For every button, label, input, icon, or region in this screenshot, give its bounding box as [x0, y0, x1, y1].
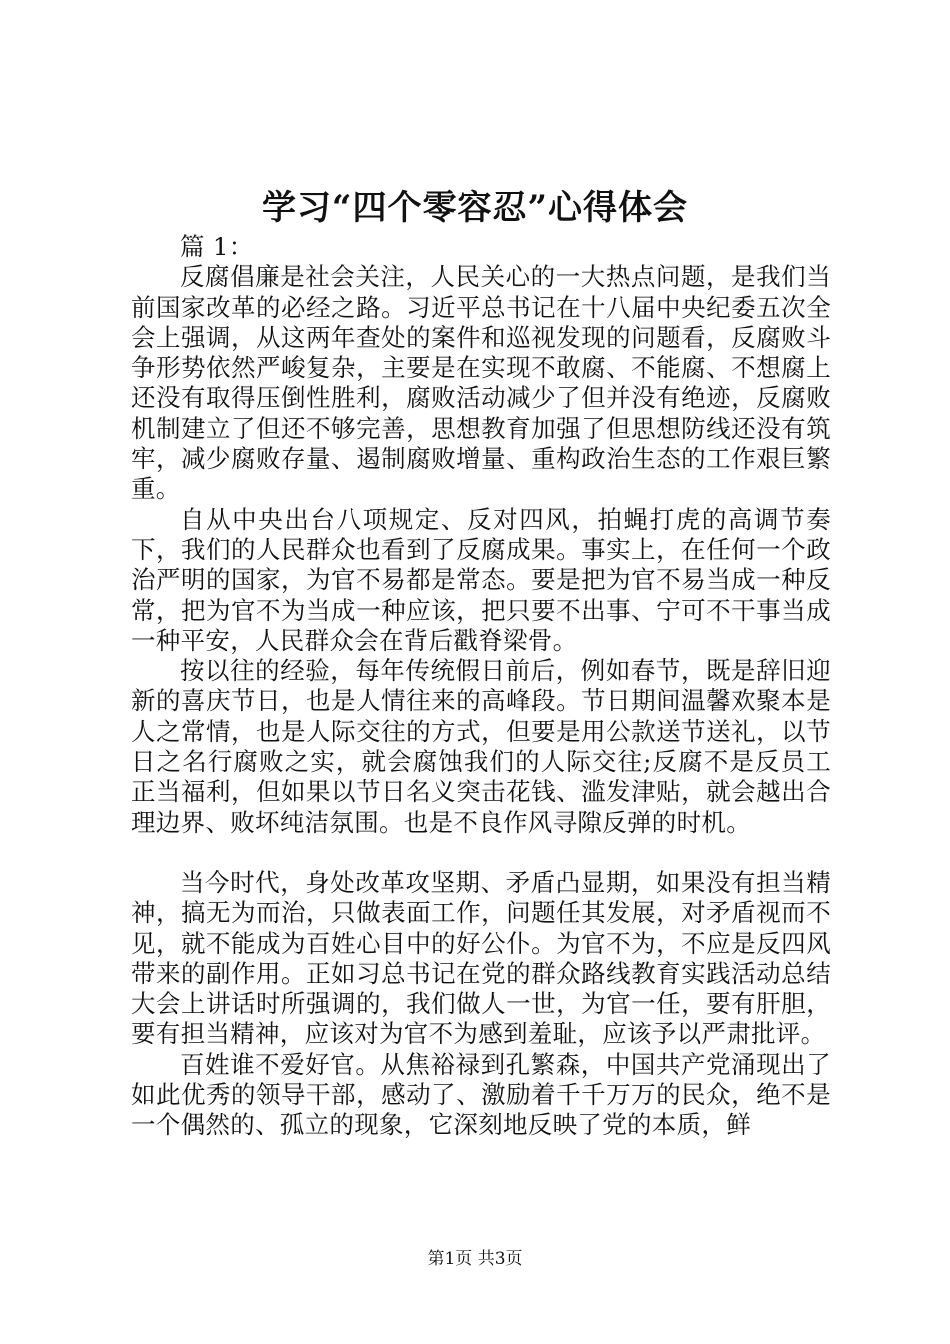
paragraph-2: 自从中央出台八项规定、反对四风，拍蝇打虎的高调节奏下，我们的人民群众也看到了反腐成果。事实上，在任何一个政治严明的国家，为官不易都是常态。要是把为官不易当成一种反常，把为官不为当成一种应该，把只要不出事、宁可不干事当成一种平安，人民群众会在背后戳脊梁骨。 — [131, 504, 831, 655]
document-body — [131, 232, 831, 1141]
paragraph-4: 当今时代，身处改革攻坚期、矛盾凸显期，如果没有担当精神，搞无为而治，只做表面工作，问题任其发展，对矛盾视而不见，就不能成为百姓心目中的好公仆。为官不为，不应是反四风带来的副作用。正如习总书记在党的群众路线教育实践活动总结大会上讲话时所强调的，我们做人一世，为官一任，要有肝胆，要有担当精神，应该对为官不为感到羞耻，应该予以严肃批评。 — [131, 867, 831, 1049]
paragraph-3: 按以往的经验，每年传统假日前后，例如春节，既是辞旧迎新的喜庆节日，也是人情往来的高峰段。节日期间温馨欢聚本是人之常情，也是人际交往的方式，但要是用公款送节送礼，以节日之名行腐败之实，就会腐蚀我们的人际交往;反腐不是反员工正当福利，但如果以节日名义突击花钱、滥发津贴，就会越出合理边界、败坏纯洁氛围。也是不良作风寻隙反弹的时机。 — [131, 656, 831, 837]
paragraph-1: 反腐倡廉是社会关注，人民关心的一大热点问题，是我们当前国家改革的必经之路。习近平总书记在十八届中央纪委五次全会上强调，从这两年查处的案件和巡视发现的问题看，反腐败斗争形势依然严峻复杂，主要是在实现不敢腐、不能腐、不想腐上还没有取得压倒性胜利，腐败活动减少了但并没有绝迹，反腐败机制建立了但还不够完善，思想教育加强了但思想防线还没有筑牢，减少腐败存量、遏制腐败增量、重构政治生态的工作艰巨繁重。 — [131, 262, 831, 504]
section-label: 篇 1： — [180, 232, 254, 261]
paragraph-5: 百姓谁不爱好官。从焦裕禄到孔繁森，中国共产党涌现出了如此优秀的领导干部，感动了、激励着千千万万的民众，绝不是一个偶然的、孤立的现象，它深刻地反映了党的本质，鲜 — [131, 1049, 831, 1140]
paragraph-gap — [131, 838, 831, 868]
page-footer: 第1页 共3页 — [427, 1249, 523, 1269]
document-title: 学习“四个零容忍”心得体会 — [261, 188, 689, 228]
